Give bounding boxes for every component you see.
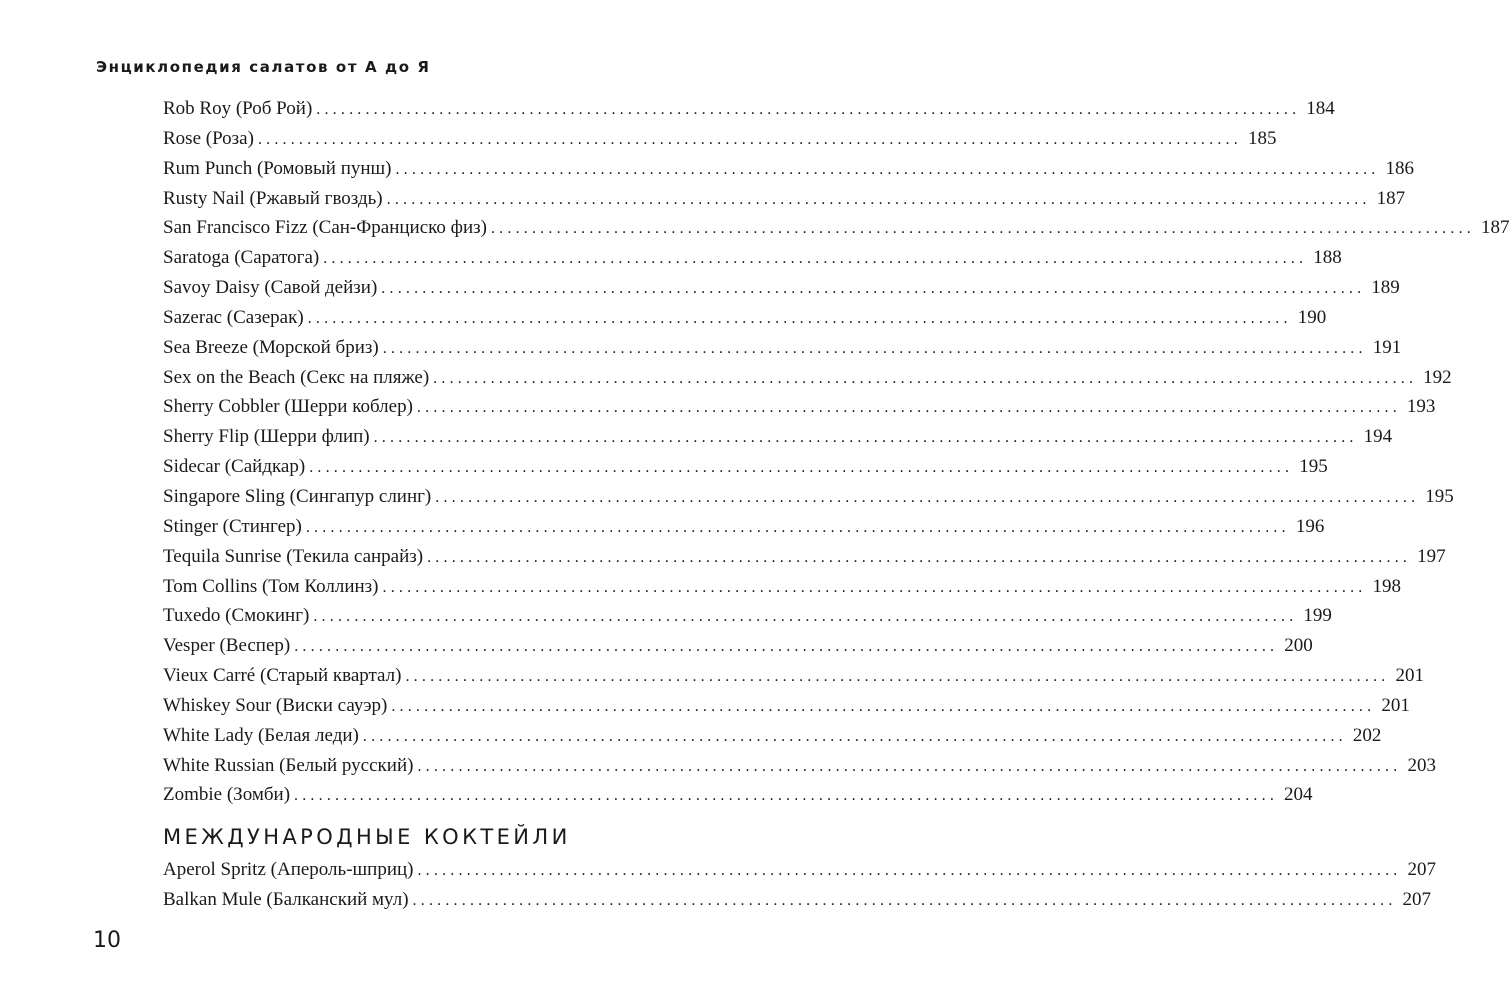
toc-entries <box>163 94 1509 810</box>
entry-page-number: 187 <box>1376 187 1406 209</box>
entry-page-number: 207 <box>1407 859 1436 881</box>
toc-entry <box>163 452 1328 482</box>
entry-page-number: 202 <box>1352 724 1382 746</box>
entry-page-number: 190 <box>1297 306 1327 328</box>
entry-page-number: 194 <box>1363 426 1393 448</box>
entry-title: Sherry Cobbler (Шерри коблер) <box>163 396 413 418</box>
entry-page-number: 200 <box>1284 635 1313 657</box>
toc-entry <box>163 333 1402 363</box>
entry-page-number: 201 <box>1381 694 1410 716</box>
entry-page-number: 187 <box>1480 217 1509 239</box>
entry-title: Tequila Sunrise (Текила санрайз) <box>163 545 424 567</box>
entry-page-number: 199 <box>1303 605 1332 627</box>
dot-leader: ........................................................................................................................ <box>305 518 1290 536</box>
section-heading: МЕЖДУНАРОДНЫЕ КОКТЕЙЛИ <box>163 825 571 850</box>
toc-entry <box>163 601 1332 631</box>
entry-page-number: 195 <box>1425 485 1454 507</box>
toc-entry <box>163 542 1446 572</box>
entry-page-number: 207 <box>1402 889 1432 911</box>
toc-entry <box>163 780 1313 810</box>
entry-title: Sidecar (Сайдкар) <box>163 456 306 478</box>
entry-title: Singapore Sling (Сингапур слинг) <box>163 485 432 507</box>
entry-title: Rum Punch (Ромовый пунш) <box>163 157 392 179</box>
toc-entry <box>163 751 1436 781</box>
entry-title: Aperol Spritz (Апероль-шприц) <box>163 859 414 881</box>
dot-leader: ........................................................................................................................ <box>381 280 1366 298</box>
toc-entry <box>163 721 1382 751</box>
dot-leader: ........................................................................................................................ <box>427 548 1412 566</box>
running-head: Энциклопедия салатов от А до Я <box>96 58 431 76</box>
dot-leader: ........................................................................................................................ <box>433 369 1418 387</box>
dot-leader: ........................................................................................................................ <box>323 250 1308 268</box>
entry-page-number: 201 <box>1395 665 1424 687</box>
dot-leader: ........................................................................................................................ <box>417 862 1402 880</box>
dot-leader: ........................................................................................................................ <box>405 668 1390 686</box>
toc-entry <box>163 631 1313 661</box>
dot-leader: ........................................................................................................................ <box>382 578 1367 596</box>
dot-leader: ........................................................................................................................ <box>391 697 1376 715</box>
section-entries <box>163 855 1436 915</box>
dot-leader: ........................................................................................................................ <box>294 638 1279 656</box>
entry-title: Rose (Роза) <box>163 127 254 149</box>
toc-entry <box>163 691 1410 721</box>
dot-leader: ........................................................................................................................ <box>257 130 1242 148</box>
entry-title: Whiskey Sour (Виски сауэр) <box>163 694 388 716</box>
entry-title: Vesper (Веспер) <box>163 635 291 657</box>
entry-page-number: 184 <box>1306 98 1335 119</box>
entry-page-number: 186 <box>1385 157 1414 179</box>
toc-entry <box>163 885 1432 915</box>
toc-entry <box>163 512 1325 542</box>
toc-entry <box>163 482 1454 512</box>
dot-leader: ........................................................................................................................ <box>382 339 1367 357</box>
dot-leader: ........................................................................................................................ <box>395 160 1380 178</box>
entry-page-number: 197 <box>1417 545 1446 567</box>
toc-entry <box>163 392 1436 422</box>
entry-title: San Francisco Fizz (Сан-Франциско физ) <box>163 217 487 239</box>
toc-entry <box>163 184 1406 214</box>
dot-leader: ........................................................................................................................ <box>313 608 1298 626</box>
entry-title: Stinger (Стингер) <box>163 515 302 537</box>
entry-page-number: 203 <box>1407 754 1436 776</box>
toc-entry <box>163 855 1436 885</box>
entry-title: Vieux Carré (Старый квартал) <box>163 665 402 687</box>
entry-title: Balkan Mule (Балканский мул) <box>163 889 409 911</box>
entry-title: Sherry Flip (Шерри флип) <box>163 426 370 448</box>
toc-entry <box>163 572 1401 602</box>
dot-leader: ........................................................................................................................ <box>417 757 1402 775</box>
dot-leader: ........................................................................................................................ <box>307 309 1292 327</box>
dot-leader: ........................................................................................................................ <box>373 429 1358 447</box>
entry-page-number: 195 <box>1299 456 1328 478</box>
entry-title: Tuxedo (Смокинг) <box>163 605 310 627</box>
toc-entry <box>163 94 1335 124</box>
entry-page-number: 196 <box>1295 515 1325 537</box>
entry-page-number: 193 <box>1406 396 1436 418</box>
dot-leader: ........................................................................................................................ <box>316 101 1301 118</box>
toc-entry <box>163 124 1277 154</box>
entry-title: Tom Collins (Том Коллинз) <box>163 575 379 597</box>
entry-page-number: 185 <box>1247 127 1277 149</box>
entry-title: Savoy Daisy (Савой дейзи) <box>163 277 378 299</box>
dot-leader: ........................................................................................................................ <box>386 190 1371 208</box>
entry-title: White Russian (Белый русский) <box>163 754 414 776</box>
dot-leader: ........................................................................................................................ <box>309 459 1294 477</box>
dot-leader: ........................................................................................................................ <box>294 787 1279 805</box>
entry-page-number: 189 <box>1371 277 1400 299</box>
toc-entry <box>163 303 1327 333</box>
entry-page-number: 198 <box>1372 575 1401 597</box>
entry-page-number: 204 <box>1284 784 1313 806</box>
toc-entry <box>163 273 1400 303</box>
entry-page-number: 191 <box>1372 336 1402 358</box>
entry-title: White Lady (Белая леди) <box>163 724 359 746</box>
toc-entry <box>163 154 1414 184</box>
dot-leader: ........................................................................................................................ <box>416 399 1401 417</box>
entry-title: Sea Breeze (Морской бриз) <box>163 336 379 358</box>
toc-entry <box>163 213 1509 243</box>
toc-entry <box>163 422 1393 452</box>
entry-title: Sex on the Beach (Секс на пляже) <box>163 366 430 388</box>
dot-leader: ........................................................................................................................ <box>362 727 1347 745</box>
entry-page-number: 192 <box>1423 366 1452 388</box>
dot-leader: ........................................................................................................................ <box>412 892 1397 910</box>
entry-title: Sazerac (Сазерак) <box>163 306 304 328</box>
page-number: 10 <box>93 928 121 953</box>
entry-title: Rob Roy (Роб Рой) <box>163 98 313 119</box>
table-of-contents <box>163 94 1509 915</box>
toc-entry <box>163 243 1342 273</box>
toc-entry <box>163 661 1424 691</box>
entry-title: Rusty Nail (Ржавый гвоздь) <box>163 187 383 209</box>
dot-leader: ........................................................................................................................ <box>435 488 1420 506</box>
entry-title: Zombie (Зомби) <box>163 784 291 806</box>
toc-entry <box>163 363 1452 393</box>
entry-page-number: 188 <box>1313 247 1342 269</box>
entry-title: Saratoga (Саратога) <box>163 247 320 269</box>
dot-leader: ........................................................................................................................ <box>490 220 1475 238</box>
